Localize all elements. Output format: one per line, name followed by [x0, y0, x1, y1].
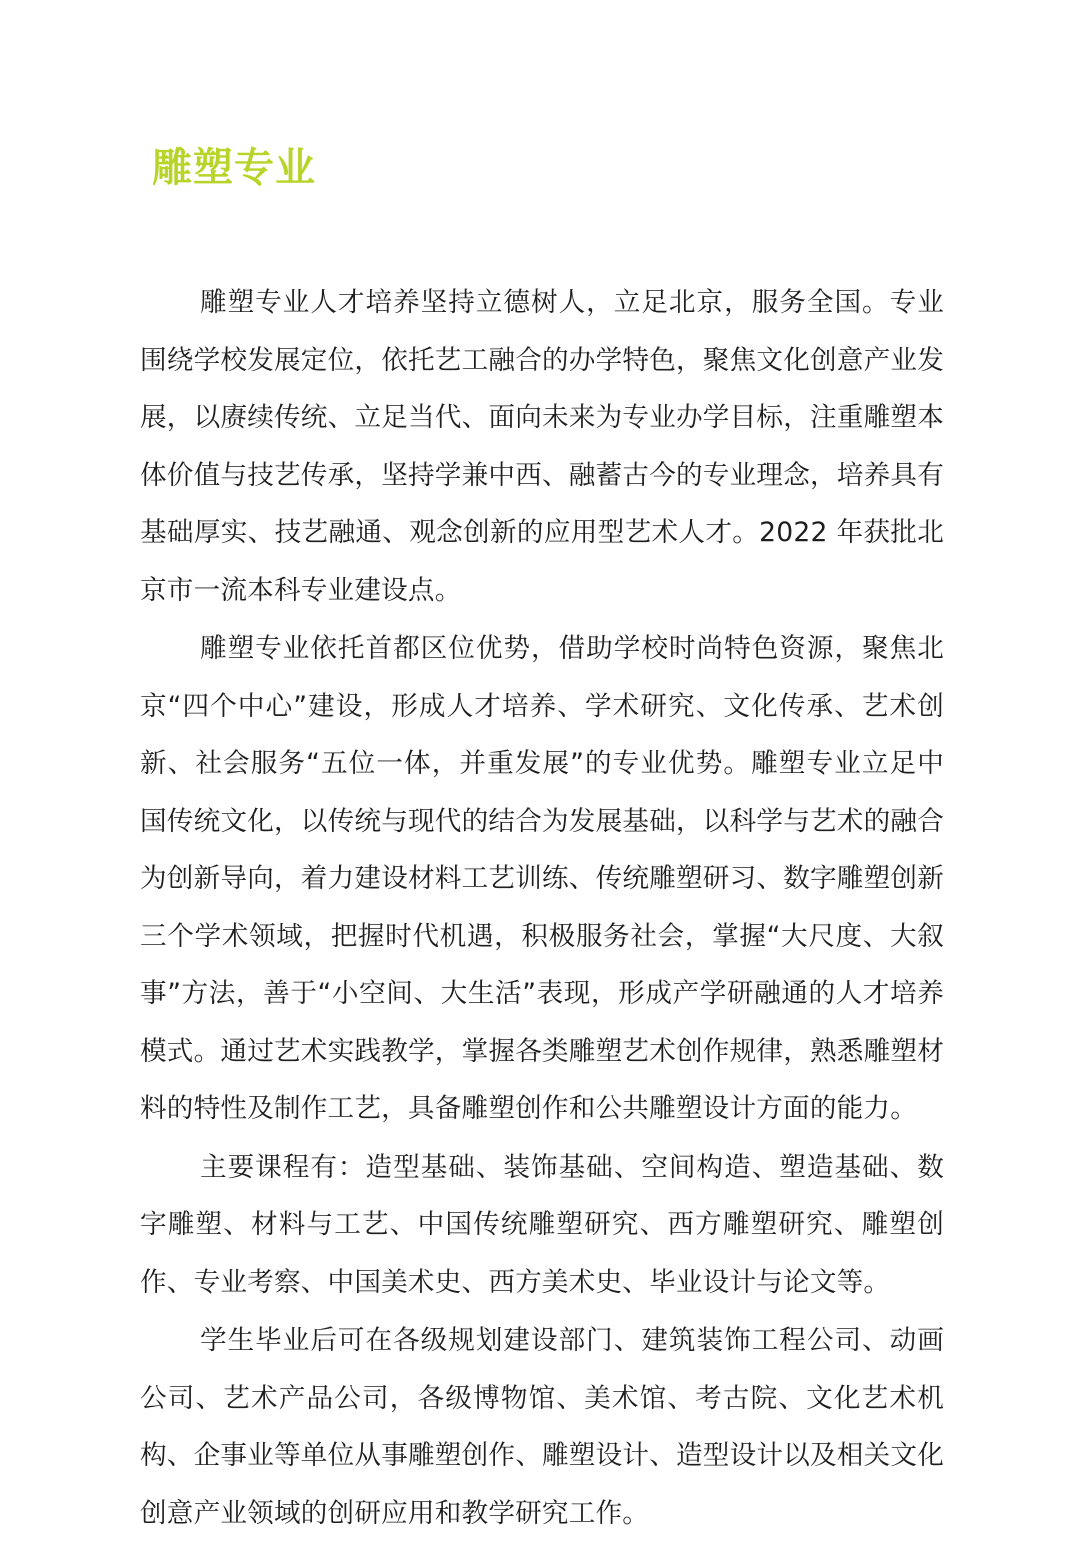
paragraph-courses: 主要课程有：造型基础、装饰基础、空间构造、塑造基础、数字雕塑、材料与工艺、中国传统雕塑研究、西方雕塑研究、雕塑创作、专业考察、中国美术史、西方美术史、毕业设计与论文等。	[140, 1151, 944, 1298]
section-title: 雕塑专业	[152, 145, 316, 191]
paragraph-careers: 学生毕业后可在各级规划建设部门、建筑装饰工程公司、动画公司、艺术产品公司，各级博物馆、美术馆、考古院、文化艺术机构、企事业等单位从事雕塑创作、雕塑设计、造型设计以及相关文化创意产业领域的创研应用和教学研究工作。	[140, 1325, 944, 1529]
paragraph-advantages: 雕塑专业依托首都区位优势，借助学校时尚特色资源，聚焦北京“四个中心”建设，形成人才培养、学术研究、文化传承、艺术创新、社会服务“五位一体，并重发展”的专业优势。雕塑专业立足中国传统文化，以传统与现代的结合为发展基础，以科学与艺术的融合为创新导向，着力建设材料工艺训练、传统雕塑研习、数字雕塑创新三个学术领域，把握时代机遇，积极服务社会，掌握“大尺度、大叙事”方法，善于“小空间、大生活”表现，形成产学研融通的人才培养模式。通过艺术实践教学，掌握各类雕塑艺术创作规律，熟悉雕塑材料的特性及制作工艺，具备雕塑创作和公共雕塑设计方面的能力。	[140, 633, 944, 1124]
paragraph-introduction: 雕塑专业人才培养坚持立德树人，立足北京，服务全国。专业围绕学校发展定位，依托艺工融合的办学特色，聚焦文化创意产业发展，以赓续传统、立足当代、面向未来为专业办学目标，注重雕塑本体价值与技艺传承，坚持学兼中西、融蓄古今的专业理念，培养具有基础厚实、技艺融通、观念创新的应用型艺术人才。2022 年获批北京市一流本科专业建设点。	[140, 287, 944, 606]
body-text	[140, 274, 944, 1543]
